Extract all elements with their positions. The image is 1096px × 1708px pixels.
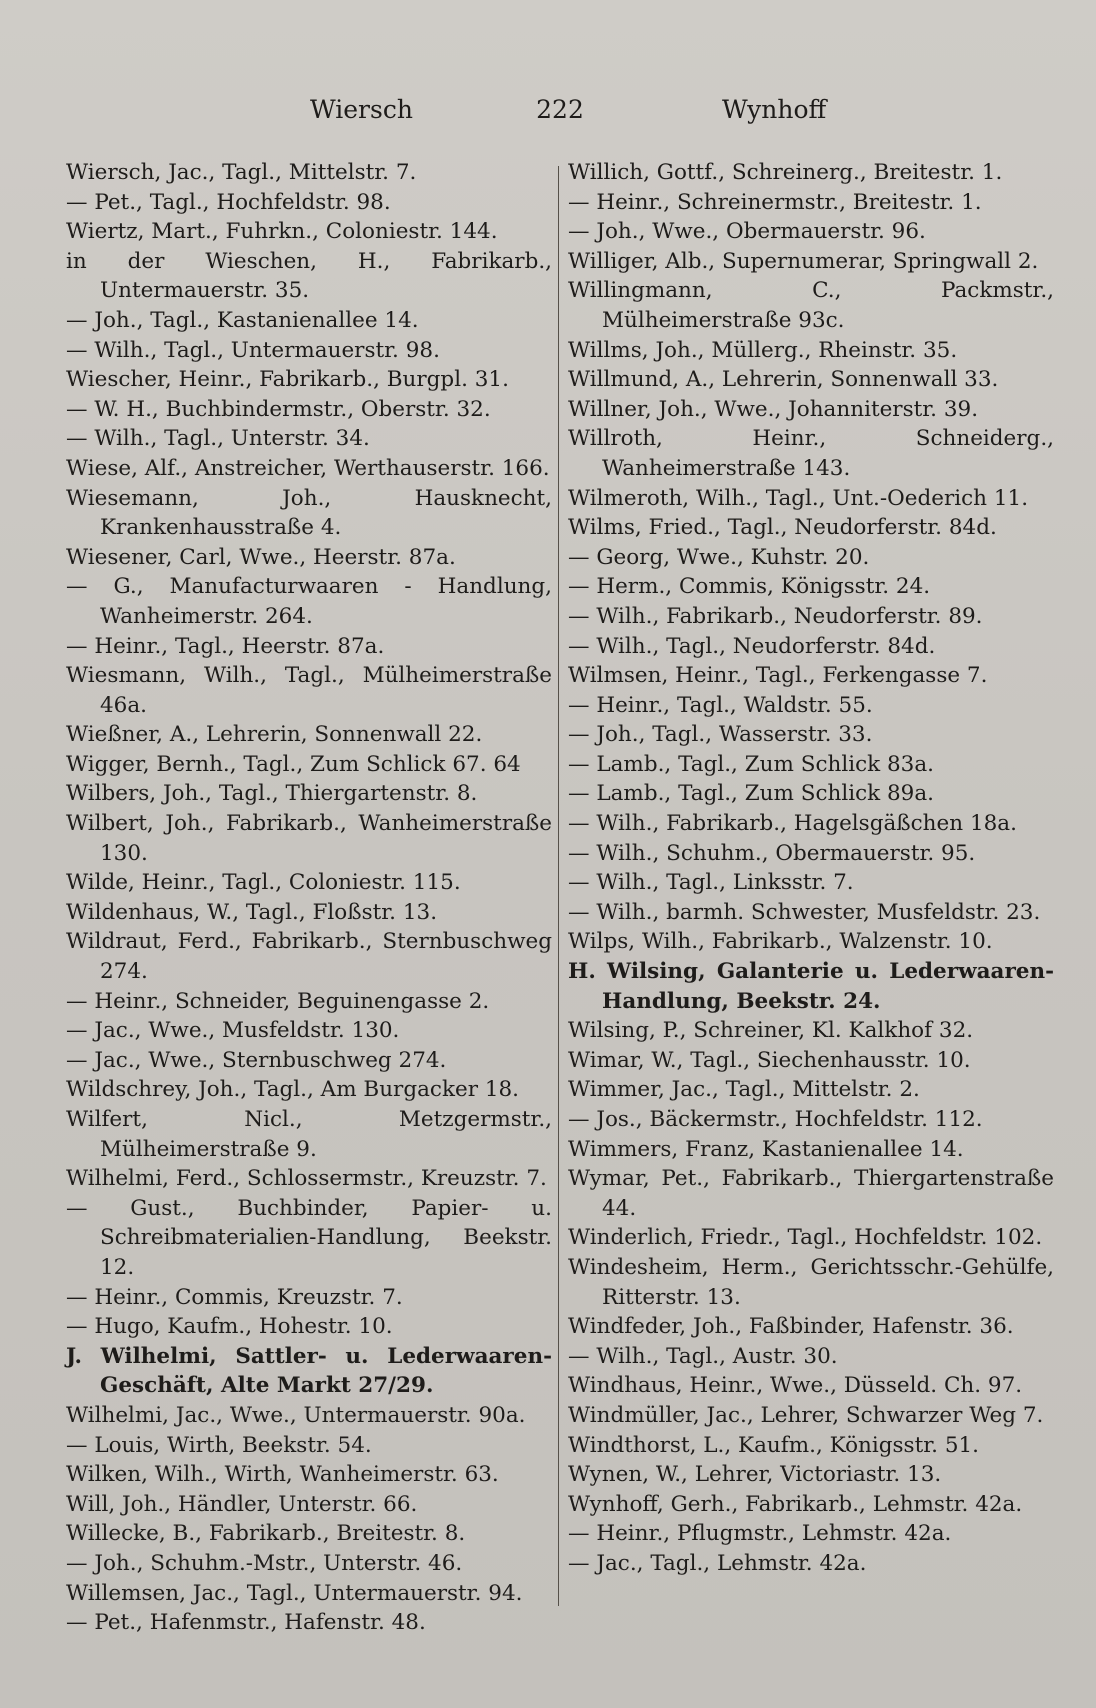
directory-entry: Windesheim, Herm., Gerichtsschr.-Gehülfe, Ritterstr. 13. <box>568 1254 1054 1310</box>
directory-entry: — Wilh., Tagl., Unterstr. 34. <box>66 426 370 452</box>
directory-entry: — Louis, Wirth, Beekstr. 54. <box>66 1432 372 1458</box>
left-column <box>66 158 552 1638</box>
directory-entry: Wimmers, Franz, Kastanienallee 14. <box>568 1136 964 1162</box>
directory-entry: — Wilh., barmh. Schwester, Musfeldstr. 23. <box>568 899 1041 925</box>
directory-entry: Wilsing, P., Schreiner, Kl. Kalkhof 32. <box>568 1018 974 1044</box>
directory-entry: — Wilh., Tagl., Linksstr. 7. <box>568 870 854 896</box>
header-right-keyword: Wynhoff <box>722 95 827 124</box>
directory-entry: — Joh., Wwe., Obermauerstr. 96. <box>568 219 926 245</box>
directory-entry: — Hugo, Kaufm., Hohestr. 10. <box>66 1314 393 1340</box>
directory-entry: Wilbers, Joh., Tagl., Thiergartenstr. 8. <box>66 781 478 807</box>
directory-entry: — Wilh., Tagl., Untermauerstr. 98. <box>66 337 440 363</box>
directory-entry: H. Wilsing, Galanterie u. Lederwaaren-Handlung, Beekstr. 24. <box>568 959 1054 1014</box>
directory-entry: Willemsen, Jac., Tagl., Untermauerstr. 94. <box>66 1580 523 1606</box>
directory-entry: Wynen, W., Lehrer, Victoriastr. 13. <box>568 1462 942 1488</box>
directory-entry: Wiesener, Carl, Wwe., Heerstr. 87a. <box>66 544 456 570</box>
directory-entry: — Lamb., Tagl., Zum Schlick 89a. <box>568 781 935 807</box>
directory-entry: Wilfert, Nicl., Metzgermstr., Mülheimerstraße 9. <box>66 1107 552 1162</box>
directory-entry: — Gust., Buchbinder, Papier- u. Schreibmaterialien-Handlung, Beekstr. 12. <box>66 1195 552 1280</box>
directory-entry: — Pet., Tagl., Hochfeldstr. 98. <box>66 189 391 215</box>
directory-entry: — Heinr., Schreinermstr., Breitestr. 1. <box>568 189 982 215</box>
directory-entry: Wildschrey, Joh., Tagl., Am Burgacker 18. <box>66 1077 520 1103</box>
directory-entry: Wilhelmi, Jac., Wwe., Untermauerstr. 90a. <box>66 1402 526 1428</box>
directory-entry: Wymar, Pet., Fabrikarb., Thiergartenstraße 44. <box>568 1166 1054 1221</box>
column-divider <box>558 166 559 1606</box>
directory-entry: — Herm., Commis, Königsstr. 24. <box>568 574 931 600</box>
directory-entry: Wimmer, Jac., Tagl., Mittelstr. 2. <box>568 1077 920 1103</box>
directory-entry: — Wilh., Tagl., Austr. 30. <box>568 1343 838 1369</box>
directory-entry: Windthorst, L., Kaufm., Königsstr. 51. <box>568 1432 980 1458</box>
directory-entry: Wiesemann, Joh., Hausknecht, Krankenhausstraße 4. <box>66 485 552 541</box>
header-left-keyword: Wiersch <box>310 95 413 124</box>
directory-entry: — Wilh., Fabrikarb., Hagelsgäßchen 18a. <box>568 811 1017 837</box>
directory-entry: — Wilh., Schuhm., Obermauerstr. 95. <box>568 840 976 866</box>
directory-entry: — Wilh., Fabrikarb., Neudorferstr. 89. <box>568 603 983 629</box>
directory-entry: — Pet., Hafenmstr., Hafenstr. 48. <box>66 1610 426 1636</box>
directory-entry: Windfeder, Joh., Faßbinder, Hafenstr. 36. <box>568 1314 1014 1340</box>
directory-entry: — Georg, Wwe., Kuhstr. 20. <box>568 544 870 570</box>
directory-entry: Wilken, Wilh., Wirth, Wanheimerstr. 63. <box>66 1462 499 1488</box>
directory-entry: — Jos., Bäckermstr., Hochfeldstr. 112. <box>568 1107 983 1132</box>
directory-entry: — Jac., Wwe., Sternbuschweg 274. <box>66 1047 447 1073</box>
directory-entry: Wildraut, Ferd., Fabrikarb., Sternbuschweg 274. <box>66 929 552 985</box>
directory-entry: — Joh., Schuhm.-Mstr., Unterstr. 46. <box>66 1550 463 1576</box>
directory-entry: Willecke, B., Fabrikarb., Breitestr. 8. <box>66 1521 466 1547</box>
directory-entry: — G., Manufacturwaaren - Handlung, Wanheimerstr. 264. <box>66 574 552 629</box>
directory-entry: Wilbert, Joh., Fabrikarb., Wanheimerstraße 130. <box>66 811 552 866</box>
directory-entry: — Jac., Wwe., Musfeldstr. 130. <box>66 1018 400 1044</box>
directory-entry: — Wilh., Tagl., Neudorferstr. 84d. <box>568 633 936 659</box>
directory-entry: Wilhelmi, Ferd., Schlossermstr., Kreuzstr. 7. <box>66 1166 547 1192</box>
directory-entry: Wiertz, Mart., Fuhrkn., Coloniestr. 144. <box>66 219 498 245</box>
directory-entry: — Joh., Tagl., Wasserstr. 33. <box>568 722 873 748</box>
directory-entry: Wynhoff, Gerh., Fabrikarb., Lehmstr. 42a. <box>568 1491 1023 1517</box>
directory-entry: Willms, Joh., Müllerg., Rheinstr. 35. <box>568 337 958 363</box>
directory-entry: J. Wilhelmi, Sattler- u. Lederwaaren-Geschäft, Alte Markt 27/29. <box>66 1343 552 1399</box>
directory-entry: Wilms, Fried., Tagl., Neudorferstr. 84d. <box>568 515 997 541</box>
directory-entry: — Heinr., Schneider, Beguinengasse 2. <box>66 988 490 1014</box>
directory-entry: Wildenhaus, W., Tagl., Floßstr. 13. <box>66 899 438 925</box>
directory-entry: Wiese, Alf., Anstreicher, Werthauserstr. 166. <box>66 455 550 481</box>
directory-entry: Windhaus, Heinr., Wwe., Düsseld. Ch. 97. <box>568 1373 1023 1399</box>
directory-entry: Willmund, A., Lehrerin, Sonnenwall 33. <box>568 367 999 393</box>
directory-entry: Willner, Joh., Wwe., Johanniterstr. 39. <box>568 396 979 422</box>
directory-entry: — Jac., Tagl., Lehmstr. 42a. <box>568 1550 867 1576</box>
page-header <box>0 88 1096 132</box>
directory-entry: in der Wieschen, H., Fabrikarb., Untermauerstr. 35. <box>66 248 552 304</box>
directory-entry: Wimar, W., Tagl., Siechenhausstr. 10. <box>568 1047 971 1073</box>
directory-entry: — Heinr., Pflugmstr., Lehmstr. 42a. <box>568 1521 952 1547</box>
directory-entry: — Joh., Tagl., Kastanienallee 14. <box>66 307 419 333</box>
directory-entry: — W. H., Buchbindermstr., Oberstr. 32. <box>66 396 491 422</box>
directory-entry: Willingmann, C., Packmstr., Mülheimerstraße 93c. <box>568 278 1054 333</box>
directory-entry: Willroth, Heinr., Schneiderg., Wanheimerstraße 143. <box>568 426 1054 481</box>
directory-entry: Will, Joh., Händler, Unterstr. 66. <box>66 1491 418 1517</box>
directory-entry: Wilmeroth, Wilh., Tagl., Unt.-Oederich 11. <box>568 485 1029 511</box>
directory-entry: Williger, Alb., Supernumerar, Springwall 2. <box>568 248 1039 274</box>
directory-entry: Willich, Gottf., Schreinerg., Breitestr. 1. <box>568 160 1003 185</box>
directory-entry: — Heinr., Tagl., Waldstr. 55. <box>568 692 873 718</box>
directory-entry: Wießner, A., Lehrerin, Sonnenwall 22. <box>66 722 483 748</box>
directory-entry: — Lamb., Tagl., Zum Schlick 83a. <box>568 751 935 777</box>
directory-entry: Wigger, Bernh., Tagl., Zum Schlick 67. 64 <box>66 751 521 777</box>
directory-entry: Winderlich, Friedr., Tagl., Hochfeldstr. 102. <box>568 1225 1043 1251</box>
directory-entry: Wilde, Heinr., Tagl., Coloniestr. 115. <box>66 870 461 896</box>
page-number: 222 <box>536 95 584 124</box>
directory-entry: Wiescher, Heinr., Fabrikarb., Burgpl. 31. <box>66 367 509 393</box>
right-column <box>568 158 1054 1579</box>
directory-entry: — Heinr., Commis, Kreuzstr. 7. <box>66 1284 403 1310</box>
directory-entry: Wiesmann, Wilh., Tagl., Mülheimerstraße 46a. <box>66 663 552 718</box>
directory-entry: Wiersch, Jac., Tagl., Mittelstr. 7. <box>66 160 417 185</box>
directory-entry: Wilmsen, Heinr., Tagl., Ferkengasse 7. <box>568 663 988 689</box>
directory-entry: Windmüller, Jac., Lehrer, Schwarzer Weg 7. <box>568 1402 1044 1428</box>
directory-entry: Wilps, Wilh., Fabrikarb., Walzenstr. 10. <box>568 929 993 955</box>
directory-entry: — Heinr., Tagl., Heerstr. 87a. <box>66 633 385 659</box>
